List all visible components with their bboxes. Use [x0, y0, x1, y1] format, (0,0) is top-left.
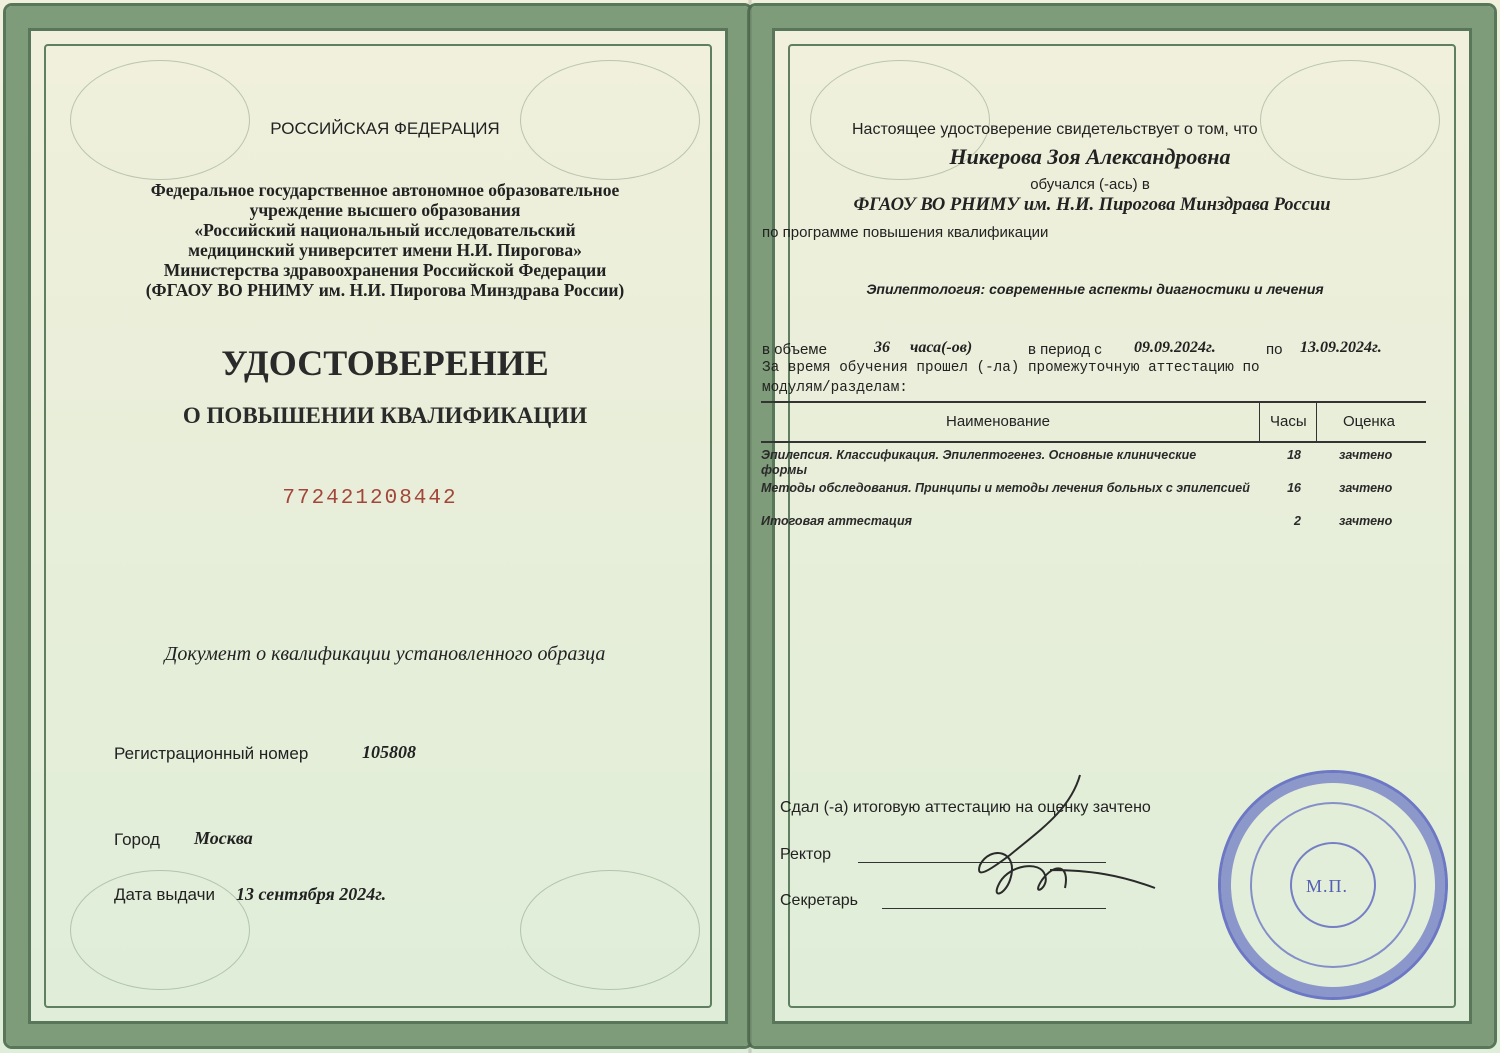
institution-name [60, 180, 710, 300]
document-type: Документ о квалификации установленного образца [164, 643, 606, 665]
row-name: Итоговая аттестация [761, 514, 912, 528]
row-grade: зачтено [1339, 481, 1393, 495]
table-header [761, 401, 1426, 443]
modules-table [761, 401, 1426, 534]
row-hours: 16 [1287, 481, 1301, 495]
header-grade: Оценка [1343, 413, 1395, 430]
final-attestation-text: Сдал (-а) итоговую аттестацию на оценку зачтено [780, 799, 1151, 816]
period-to-label: по [1266, 341, 1283, 358]
secretary-label: Секретарь [780, 892, 858, 909]
institution-line: (ФГАОУ ВО РНИМУ им. Н.И. Пирогова Минздрава России) [145, 280, 625, 300]
table-row [761, 514, 1426, 534]
institution-line: Федеральное государственное автономное образовательное [150, 180, 620, 200]
period-to: 13.09.2024г. [1300, 339, 1382, 356]
column-divider [1259, 403, 1260, 443]
city-label: Город [114, 830, 160, 849]
program-name: Эпилептология: современные аспекты диагностики и лечения [866, 281, 1324, 297]
issue-date-label: Дата выдачи [114, 885, 215, 904]
reg-number-label: Регистрационный номер [114, 744, 309, 763]
reg-number-value: 105808 [362, 742, 416, 762]
attestation-line-1: За время обучения прошел (-ла) промежуточную аттестацию по [762, 360, 1260, 376]
country-heading: РОССИЙСКАЯ ФЕДЕРАЦИЯ [270, 119, 500, 138]
document-title: УДОСТОВЕРЕНИЕ [221, 343, 549, 383]
row-grade: зачтено [1339, 448, 1393, 462]
document-subtitle: О ПОВЫШЕНИИ КВАЛИФИКАЦИИ [182, 403, 588, 428]
volume-unit: часа(-ов) [910, 339, 973, 356]
institution-line: учреждение высшего образования [249, 200, 521, 220]
table-row [761, 481, 1426, 514]
rector-label: Ректор [780, 846, 831, 863]
seal-center-text: М.П. [1306, 876, 1349, 896]
organization-name: ФГАОУ ВО РНИМУ им. Н.И. Пирогова Минздрава России [853, 195, 1331, 215]
period-from: 09.09.2024г. [1134, 339, 1216, 356]
header-name: Наименование [946, 413, 1050, 430]
attestation-line-2: модулям/разделам: [762, 380, 908, 396]
row-name: Эпилепсия. Классификация. Эпилептогенез. Основные клинические формы [761, 448, 1197, 477]
table-row [761, 448, 1426, 481]
city-value: Москва [194, 828, 253, 848]
header-hours: Часы [1270, 413, 1307, 430]
studied-text: обучался (-ась) в [1030, 176, 1150, 193]
institution-line: Министерства здравоохранения Российской Федерации [163, 260, 607, 280]
row-grade: зачтено [1339, 514, 1393, 528]
signature-mark [950, 770, 1170, 910]
volume-value: 36 [874, 339, 890, 356]
holder-name: Никерова Зоя Александровна [949, 144, 1231, 169]
period-label: в период с [1028, 341, 1102, 358]
row-hours: 2 [1294, 514, 1301, 528]
institution-line: «Российский национальный исследовательский [194, 220, 576, 240]
row-name: Методы обследования. Принципы и методы лечения больных с эпилепсией [761, 481, 1250, 495]
intro-text: Настоящее удостоверение свидетельствует о том, что [852, 121, 1258, 138]
page-fold [748, 0, 752, 1053]
program-label: по программе повышения квалификации [762, 224, 1049, 241]
row-hours: 18 [1287, 448, 1301, 462]
column-divider [1316, 403, 1317, 443]
volume-label: в объеме [762, 341, 827, 358]
institution-line: медицинский университет имени Н.И. Пирогова» [188, 240, 582, 260]
serial-number: 772421208442 [282, 487, 458, 510]
issue-date-value: 13 сентября 2024г. [236, 884, 387, 904]
guilloche-ornament [520, 870, 700, 990]
